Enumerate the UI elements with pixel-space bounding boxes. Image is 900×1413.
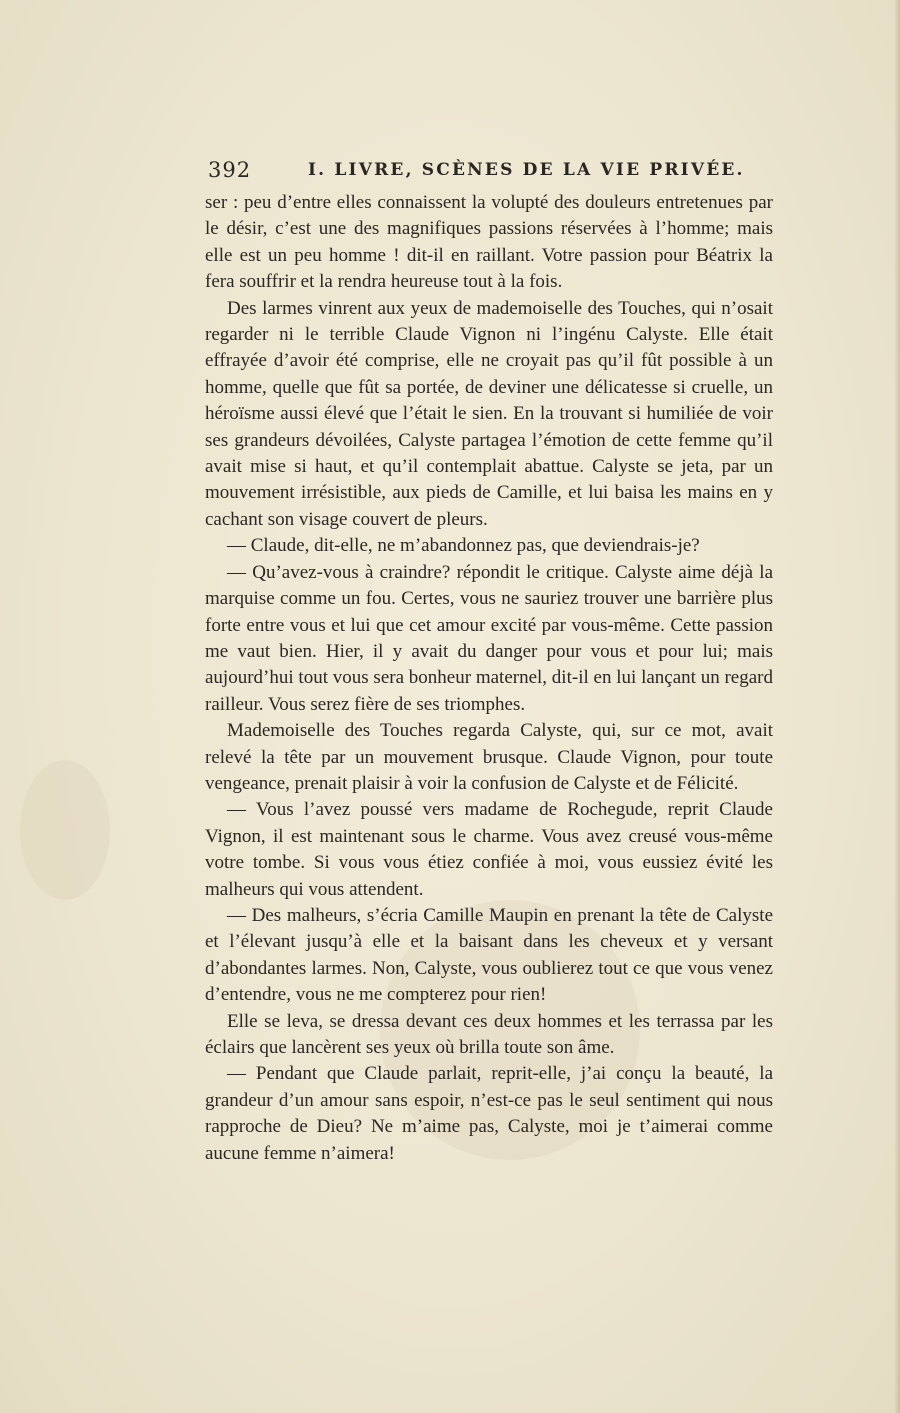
running-title: I. LIVRE, SCÈNES DE LA VIE PRIVÉE. <box>308 160 745 180</box>
paragraph: Elle se leva, se dressa devant ces deux hommes et les terrassa par les éclairs que lancèrent ses yeux où brilla toute son âme. <box>205 1010 773 1058</box>
paragraph: Des larmes vinrent aux yeux de mademoiselle des Touches, qui n’osait regarder ni le terrible Claude Vignon ni l’ingénu Calyste. Elle était effrayée d’avoir été comprise, elle ne croyait pas qu’il fût possible à un homme, quelle que fût sa portée, de deviner une délicatesse si cruelle, un héroïsme aussi élevé que l’était le sien. En la trouvant si humiliée de voir ses grandeurs dévoilées, Calyste partagea l’émotion de cette femme qu’il avait mise si haut, et qu’il contemplait abattue. Calyste se jeta, par un mouvement irrésistible, aux pieds de Camille, et lui baisa les mains en y cachant son visage couvert de pleurs. <box>205 297 773 530</box>
paragraph: — Claude, dit-elle, ne m’abandonnez pas, que deviendrais-je? <box>227 535 700 557</box>
paper-stain <box>20 760 110 900</box>
running-head <box>208 154 773 188</box>
paragraph: — Qu’avez-vous à craindre? répondit le critique. Calyste aime déjà la marquise comme un fou. Certes, vous ne sauriez trouver une barrière plus forte entre vous et lui que cet amour excité par vous-même. Cette passion me vaut bien. Hier, il y avait du danger pour vous et pour lui; mais aujourd’hui tout vous sera bonheur maternel, dit-il en lui lançant un regard railleur. Vous serez fière de ses triomphes. <box>205 561 773 715</box>
paragraph: Mademoiselle des Touches regarda Calyste, qui, sur ce mot, avait relevé la tête par un mouvement brusque. Claude Vignon, pour toute vengeance, prenait plaisir à voir la confusion de Calyste et de Félicité. <box>205 720 773 794</box>
paragraph: — Vous l’avez poussé vers madame de Rochegude, reprit Claude Vignon, il est maintenant sous le charme. Vous avez creusé vous-même votre tombe. Si vous vous étiez confiée à moi, vous eussiez évité les malheurs qui vous attendent. <box>205 799 773 900</box>
paragraph: ser : peu d’entre elles connaissent la volupté des douleurs entretenues par le désir, c’est une des magnifiques passions réservées à l’homme; mais elle est un peu homme ! dit-il en raillant. Votre passion pour Béatrix la fera souffrir et la rendra heureuse tout à la fois. <box>205 192 773 293</box>
paragraph: — Des malheurs, s’écria Camille Maupin en prenant la tête de Calyste et l’élevant jusqu’à elle et la baisant dans les cheveux et y versant d’abondantes larmes. Non, Calyste, vous oublierez tout ce que vous venez d’entendre, vous ne me compterez pour rien! <box>205 904 773 1006</box>
page-number: 392 <box>208 158 252 182</box>
body-text <box>205 190 773 1167</box>
page-edge <box>894 0 900 1413</box>
paragraph: — Pendant que Claude parlait, reprit-elle, j’ai conçu la beauté, la grandeur d’un amour sans espoir, n’est-ce pas le seul sentiment qui nous rapproche de Dieu? Ne m’aime pas, Calyste, moi je t’aimerai comme aucune femme n’aimera! <box>205 1063 773 1164</box>
